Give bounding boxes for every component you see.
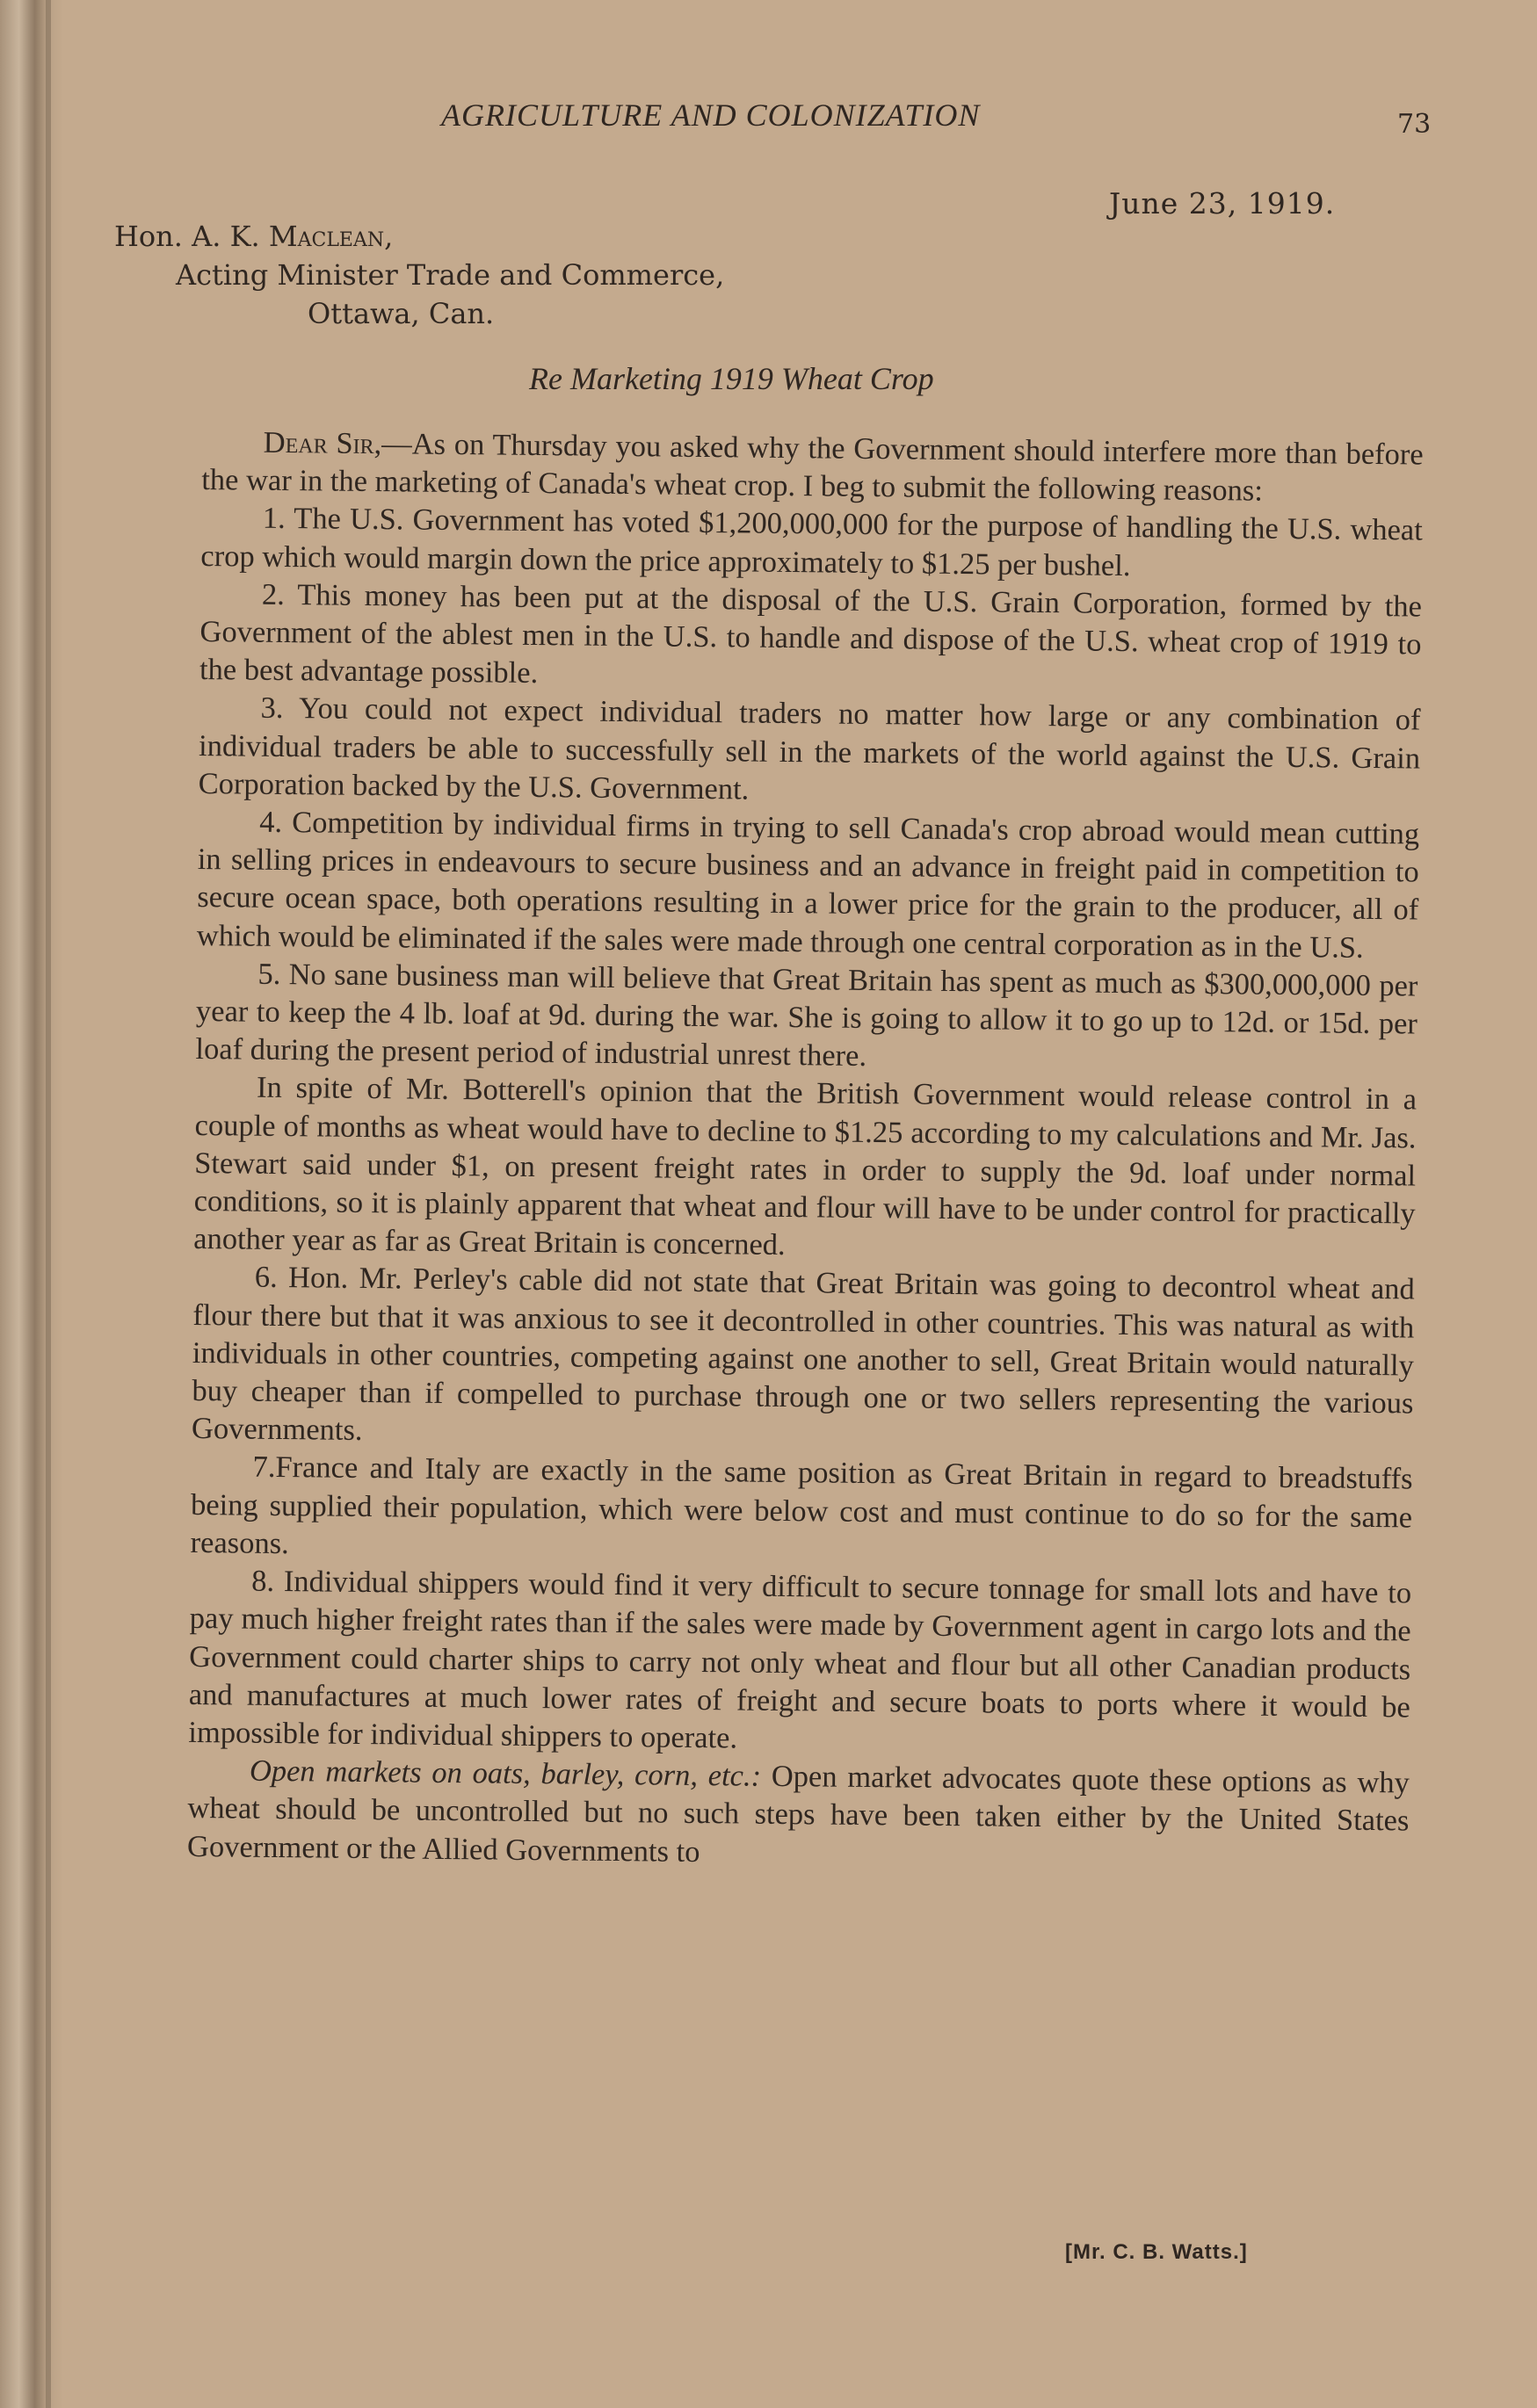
recipient-prefix: Hon. A. K. — [114, 220, 269, 253]
page-number: 73 — [1397, 109, 1432, 140]
recipient-title: Acting Minister Trade and Commerce, — [176, 258, 725, 292]
paragraph-4: 4. Competition by individual firms in trying to sell Canada's crop abroad would mean cutting in selling prices in endeavours to secure business and an advance in freight paid in competition to secure ocean space, both operations resulting in a lower price for the grain to the producer, all of which would be eliminated if the sales were made through one central corporation as in the U.S. — [196, 805, 1420, 965]
gutter-fold-line — [46, 0, 51, 2408]
paragraph-open-markets — [187, 1752, 1410, 1878]
speaker-attribution: [Mr. C. B. Watts.] — [1065, 2240, 1248, 2264]
recipient-name: Maclean, — [268, 220, 394, 253]
paragraph-text: Open market advocates quote these options as why wheat should be uncontrolled but no such steps have been taken either by the United States Government or the Allied Governments to — [186, 1759, 1410, 1869]
paragraph-7: 7.France and Italy are exactly in the same position as Great Britain in regard to breadstuffs being supplied their population, which were below cost and must continue to do so for the same reasons. — [190, 1450, 1413, 1560]
paragraph-6: 6. Hon. Mr. Perley's cable did not state that Great Britain was going to decontrol wheat and flour there but that it was anxious to see it decontrolled in other countries. This was natural as with individuals in other countries, competing against one another to sell, Great Britain would naturally buy cheaper than if compelled to purchase through one or two sellers representing the various Governments. — [191, 1261, 1415, 1448]
paragraph-5: 5. No sane business man will believe that Great Britain has spent as much as $300,000,000 per year to keep the 4 lb. loaf at 9d. during the war. She is going to allow it to go up to 12d. or 15d. per loaf during the present period of industrial unrest there. — [195, 957, 1418, 1074]
book-gutter — [0, 0, 63, 2408]
running-title: AGRICULTURE AND COLONIZATION — [441, 98, 981, 133]
paragraph-8: 8. Individual shippers would find it very difficult to secure tonnage for small lots and have to pay much higher freight rates than if the sales were made by Government agent in cargo lots and the Government could charter ships to carry not only wheat and flour but all other Canadian products and manufactures at much lower rates of freight and secure boats to ports where it would be impossible for individual shippers to operate. — [188, 1564, 1412, 1755]
paragraph-text: —As on Thursday you asked why the Government should interfere more than before the war in the marketing of Canada's wheat crop. I beg to submit the following reasons: — [201, 427, 1424, 508]
paragraph-1: 1. The U.S. Government has voted $1,200,000,000 for the purpose of handling the U.S. wheat crop which would margin down the price approximately to $1.25 per bushel. — [200, 502, 1423, 582]
paragraph-botterell: In spite of Mr. Botterell's opinion that the British Government would release control in a couple of months as wheat would have to decline to $1.25 according to my calculations and Mr. Jas. Stewart said under $1, on present freight rates in order to supply the 9d. loaf under normal conditions, so it is plainly apparent that wheat and flour will have to be under control for practically another year as far as Great Britain is concerned. — [193, 1071, 1417, 1262]
paragraph-2: 2. This money has been put at the disposal of the U.S. Grain Corporation, formed by the Government of the ablest men in the U.S. to handle and dispose of the U.S. wheat crop of 1919 to the best advantage possible. — [199, 577, 1423, 691]
recipient-place: Ottawa, Can. — [308, 297, 495, 330]
paragraph-3: 3. You could not expect individual traders no matter how large or any combination of individual traders be able to successfully sell in the markets of the world against the U.S. Grain Corporation backed by the U.S. Government. — [198, 691, 1421, 806]
document-page — [63, 0, 1537, 2408]
paragraph-intro — [201, 423, 1424, 512]
paragraph-lead: Open markets on oats, barley, corn, etc.: — [249, 1754, 762, 1793]
recipient-line — [114, 220, 393, 253]
letter-body — [187, 423, 1424, 1878]
letter-date: June 23, 1919. — [1109, 186, 1336, 221]
salutation: Dear Sir, — [263, 425, 382, 461]
letter-subject: Re Marketing 1919 Wheat Crop — [529, 361, 934, 396]
